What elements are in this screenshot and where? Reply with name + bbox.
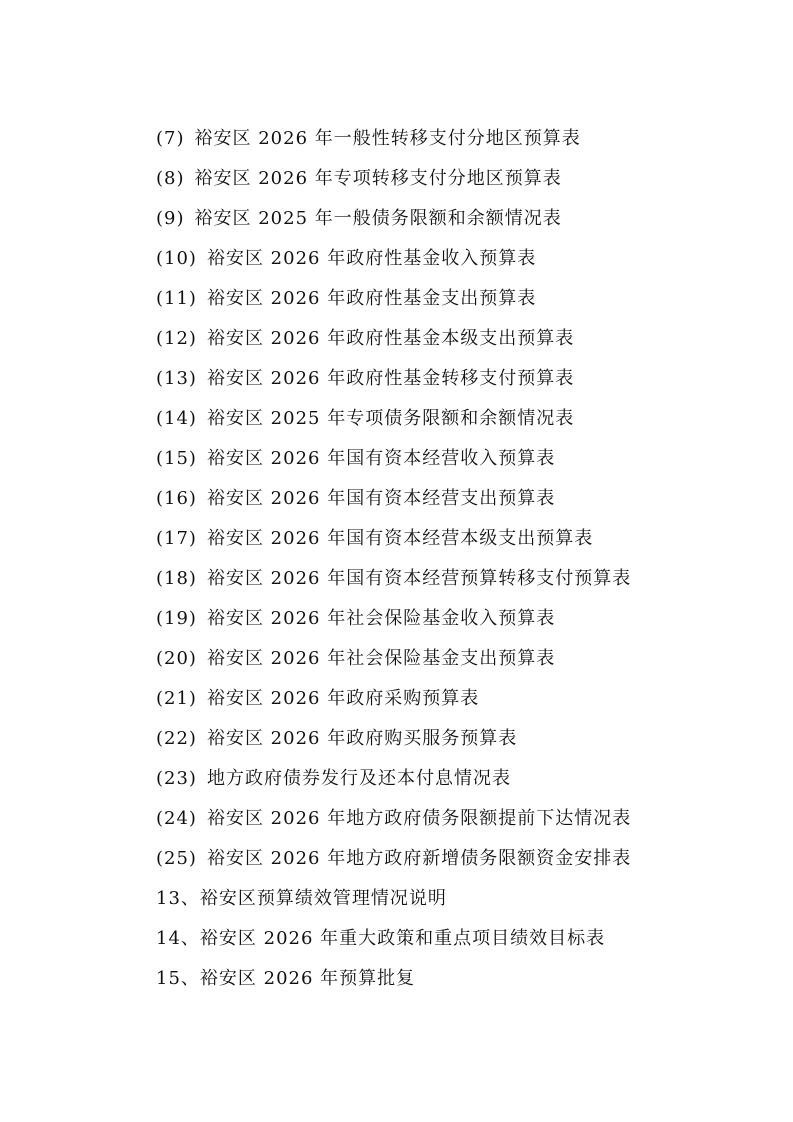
- toc-item-number: (12): [156, 328, 197, 349]
- toc-item: [156, 324, 756, 364]
- toc-item: [156, 844, 756, 884]
- toc-item-title: 地方政府债券发行及还本付息情况表: [206, 768, 511, 789]
- toc-item: [156, 964, 756, 1004]
- toc-item-title: 裕安区 2026 年地方政府债务限额提前下达情况表: [206, 808, 632, 829]
- toc-item-number: (17): [156, 528, 197, 549]
- toc-item: [156, 284, 756, 324]
- toc-item: [156, 244, 756, 284]
- toc-item: [156, 604, 756, 644]
- toc-item-number: (21): [156, 688, 197, 709]
- toc-item: [156, 724, 756, 764]
- toc-item-title: 裕安区 2026 年政府购买服务预算表: [206, 728, 518, 749]
- toc-item: [156, 404, 756, 444]
- toc-item-number: 15、: [156, 968, 200, 989]
- toc-item-number: (25): [156, 848, 197, 869]
- toc-item-title: 裕安区 2026 年政府采购预算表: [206, 688, 480, 709]
- toc-item-title: 裕安区 2026 年专项转移支付分地区预算表: [194, 168, 562, 189]
- toc-item-title: 裕安区 2026 年社会保险基金支出预算表: [206, 648, 556, 669]
- toc-item-title: 裕安区 2026 年地方政府新增债务限额资金安排表: [206, 848, 632, 869]
- toc-item-number: (13): [156, 368, 197, 389]
- toc-item-number: (10): [156, 248, 197, 269]
- toc-item: [156, 804, 756, 844]
- toc-item-number: (9): [156, 208, 185, 229]
- toc-item: [156, 364, 756, 404]
- toc-item-title: 裕安区 2026 年预算批复: [199, 968, 416, 989]
- toc-item-title: 裕安区 2026 年政府性基金本级支出预算表: [206, 328, 575, 349]
- toc-item: [156, 764, 756, 804]
- toc-item-title: 裕安区 2026 年国有资本经营本级支出预算表: [206, 528, 594, 549]
- toc-item-number: (24): [156, 808, 197, 829]
- toc-item-title: 裕安区 2026 年国有资本经营支出预算表: [206, 488, 556, 509]
- toc-item-title: 裕安区 2026 年国有资本经营收入预算表: [206, 448, 556, 469]
- toc-item: [156, 684, 756, 724]
- toc-item-number: (15): [156, 448, 197, 469]
- toc-item: [156, 884, 756, 924]
- toc-item-number: 13、: [156, 888, 200, 909]
- toc-item-number: (16): [156, 488, 197, 509]
- toc-item-number: (8): [156, 168, 185, 189]
- toc-item-number: (14): [156, 408, 197, 429]
- toc-item: [156, 204, 756, 244]
- toc-item-title: 裕安区 2025 年专项债务限额和余额情况表: [206, 408, 575, 429]
- toc-item-title: 裕安区 2026 年重大政策和重点项目绩效目标表: [199, 928, 606, 949]
- toc-item-title: 裕安区 2026 年一般性转移支付分地区预算表: [194, 128, 581, 149]
- toc-item: [156, 564, 756, 604]
- toc-item: [156, 524, 756, 564]
- toc-item-title: 裕安区 2026 年国有资本经营预算转移支付预算表: [206, 568, 632, 589]
- toc-item-number: (20): [156, 648, 197, 669]
- toc-item-number: (19): [156, 608, 197, 629]
- toc-item-title: 裕安区 2026 年政府性基金收入预算表: [206, 248, 537, 269]
- toc-item-number: (18): [156, 568, 197, 589]
- toc-item-title: 裕安区 2025 年一般债务限额和余额情况表: [194, 208, 562, 229]
- toc-item: [156, 444, 756, 484]
- toc-item: [156, 164, 756, 204]
- toc-item-title: 裕安区 2026 年政府性基金支出预算表: [206, 288, 537, 309]
- toc-item-title: 裕安区 2026 年社会保险基金收入预算表: [206, 608, 556, 629]
- toc-item-number: (22): [156, 728, 197, 749]
- toc-item-number: (11): [156, 288, 197, 309]
- table-of-contents: [156, 124, 756, 1004]
- toc-item: [156, 924, 756, 964]
- toc-item-title: 裕安区预算绩效管理情况说明: [199, 888, 447, 909]
- toc-item: [156, 644, 756, 684]
- toc-item: [156, 484, 756, 524]
- toc-item-number: (7): [156, 128, 185, 149]
- toc-item-number: 14、: [156, 928, 200, 949]
- toc-item-number: (23): [156, 768, 197, 789]
- toc-item: [156, 124, 756, 164]
- toc-item-title: 裕安区 2026 年政府性基金转移支付预算表: [206, 368, 575, 389]
